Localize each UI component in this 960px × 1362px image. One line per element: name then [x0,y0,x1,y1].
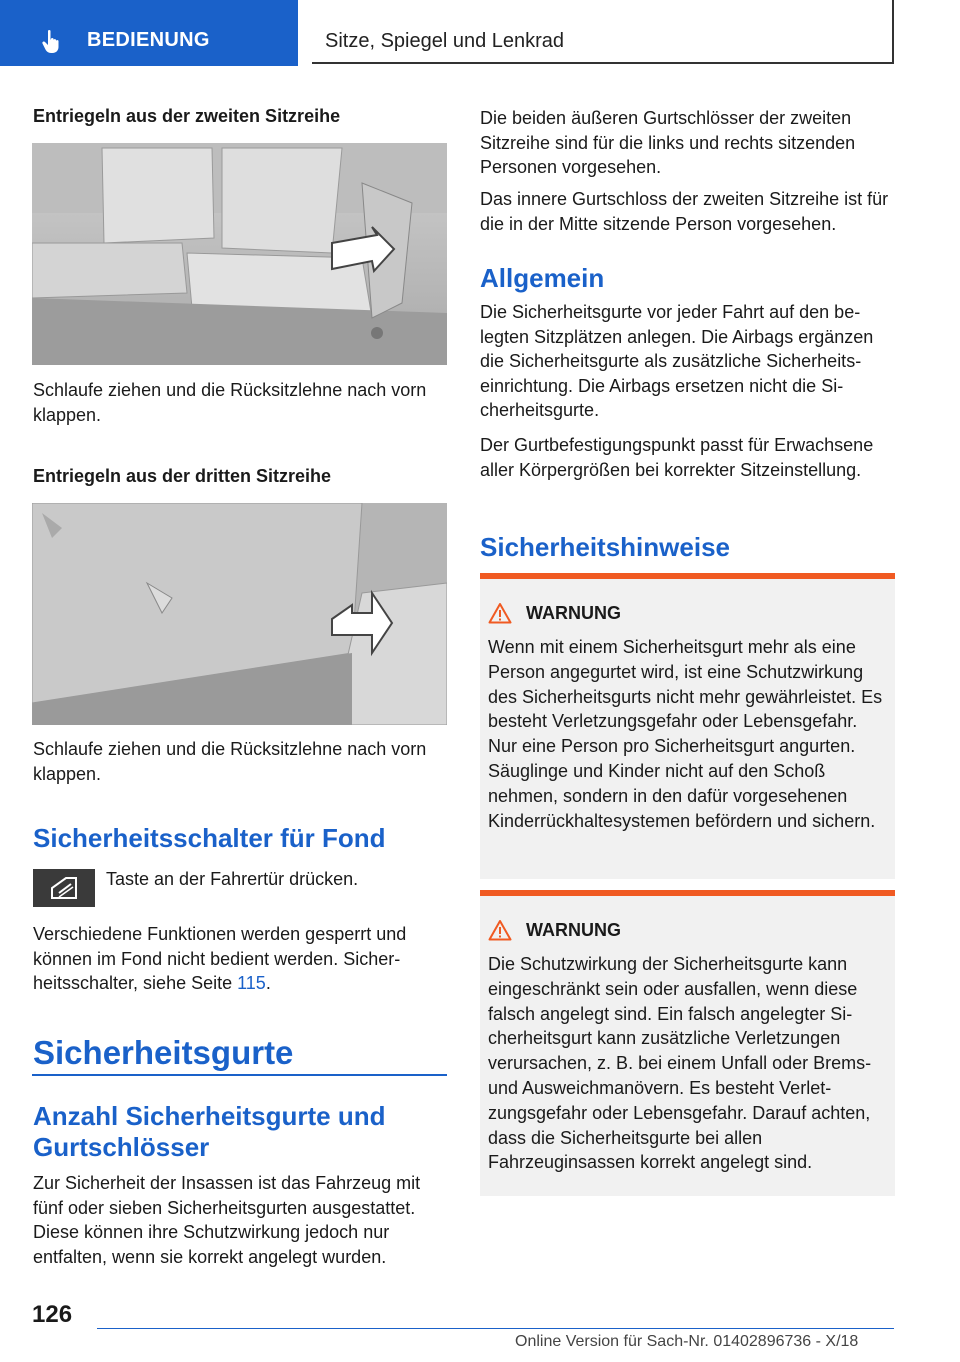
switch-description [33,922,448,996]
hand-pointer-icon [40,28,66,54]
warning-header-2 [488,918,621,942]
switch-instruction: Taste an der Fahrertür drücken. [106,869,359,889]
header-chapter-title: Sitze, Spiegel und Lenkrad [325,30,565,52]
warning-box-2 [480,890,895,1196]
footer-rule [97,1328,894,1329]
photo-second-row-seat [32,143,447,365]
warning-title-2: WARNUNG [526,919,621,940]
footer-online-version: Online Version für Sach-Nr. 01402896736 - X/18 [515,1333,859,1350]
right-para-outer-buckles: Die beiden äußeren Gurtschlösser der zweiten Sitzreihe sind für die links und rechts sitzenden Personen vorgesehen. [480,108,856,177]
warning-triangle-icon [488,602,512,624]
warning-box-1 [480,573,895,879]
header-section-title: BEDIENUNG [87,29,210,51]
caption-second-row: Schlaufe ziehen und die Rücksitzlehne nach vorn klappen. [33,380,427,425]
warning-header-1 [488,601,621,625]
belt-count-body: Zur Sicherheit der Insassen ist das Fahrzeug mit fünf oder sieben Sicherheitsgurten ausgestattet. Diese können ihre Schutzwirkung jedoch nur entfalten, wenn sie korrekt angelegt wurden. [33,1173,421,1267]
heading-safety-notes: Sicherheitshinweise [480,532,730,562]
page-number: 126 [32,1301,73,1328]
general-body-2: Der Gurtbefestigungspunkt passt für Erwachsene aller Körpergrößen bei korrekter Sitzeinstellung. [480,435,874,480]
heading-seat-belts: Sicherheitsgurte [33,1034,294,1071]
subheading-third-row: Entriegeln aus der dritten Sitzreihe [33,466,332,486]
general-body-1: Die Sicherheitsgurte vor jeder Fahrt auf den belegten Sitzplätzen anlegen. Die Airbags ergänzen die Sicherheitsgurte als zusätzliche Sicherheitseinrichtung. Die Airbags ersetzen nicht die Sicherheitsgurte. [480,302,874,420]
heading-belt-count: Anzahl Sicherheitsgurte und Gurtschlösser [33,1101,386,1162]
heading-safety-switch: Sicherheitsschalter für Fond [33,823,386,853]
warning-triangle-icon [488,919,512,941]
right-para-inner-buckle: Das innere Gurtschloss der zweiten Sitzreihe ist für die in der Mitte sitzende Person vorgesehen. [480,189,889,234]
page-link-115[interactable]: 115 [237,973,266,993]
warning-title-1: WARNUNG [526,602,621,623]
photo-third-row-seat [32,503,447,725]
warning-text-1: Wenn mit einem Sicherheitsgurt mehr als eine Person angegurtet wird, ist eine Schutzwirkung des Sicherheitsgurts nicht mehr gewährleistet. Es besteht Verletzungsgefahr oder Lebensgefahr. Nur eine Person pro Sicherheitsgurt angurten. Säuglinge und Kinder nicht auf den Schoß nehmen, sondern in den dafür vorgesehenen Kinderrückhaltesystemen befördern und sichern. [488,637,883,831]
switch-description-text: Verschiedene Funktionen werden gesperrt und können im Fond nicht bedient werden. Sicherheitsschalter, siehe Seite [33,924,407,993]
child-lock-switch-icon [33,869,95,907]
warning-text-2: Die Schutzwirkung der Sicherheitsgurte kann eingeschränkt sein oder ausfallen, wenn diese falsch angelegt sind. Ein falsch angelegter Sicherheitsgurt kann zusätzliche Verletzungen verursachen, z. B. bei einem Unfall oder Brems- und Ausweichmanövern. Es besteht Verletzungsgefahr oder Lebensgefahr. Darauf achten, dass die Sicherheitsgurte bei allen Fahrzeuginsassen korrekt angelegt sind. [488,954,872,1173]
heading-underline [32,1074,447,1076]
heading-general: Allgemein [480,263,605,293]
subheading-second-row: Entriegeln aus der zweiten Sitzreihe [33,106,341,126]
switch-description-end: . [265,973,271,993]
caption-third-row: Schlaufe ziehen und die Rücksitzlehne nach vorn klappen. [33,739,427,784]
